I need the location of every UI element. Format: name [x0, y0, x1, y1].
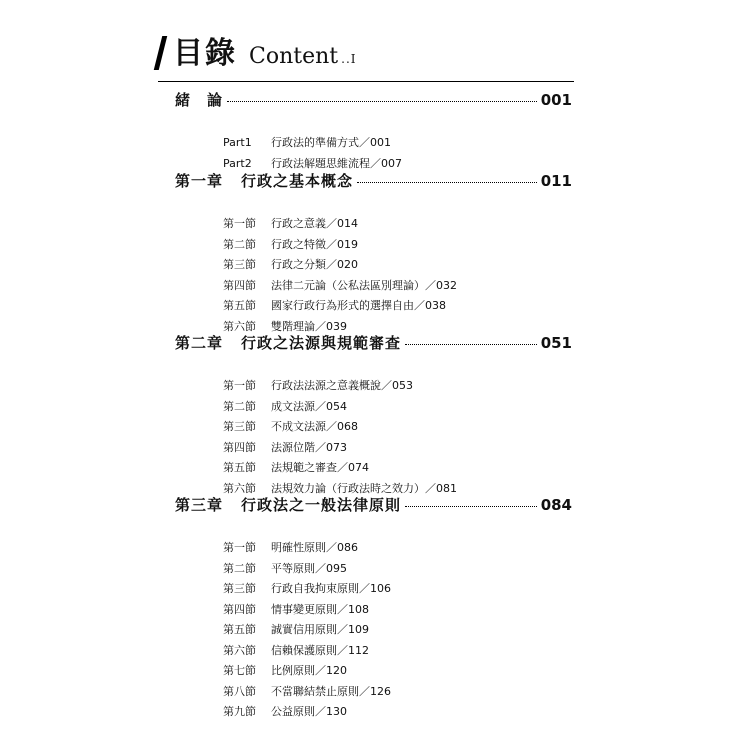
section-label: 第五節 [223, 299, 256, 312]
section-label: 第三節 [223, 258, 256, 271]
toc-entry[interactable] [209, 303, 347, 333]
section-text: 行政之分類／020 [271, 258, 358, 271]
section-text: 法源位階／073 [271, 441, 347, 454]
page-title: 目錄 [173, 36, 237, 71]
section-label: 第五節 [223, 623, 256, 636]
chapter-heading[interactable] [175, 89, 572, 111]
header-rule [158, 81, 574, 82]
toc-entry[interactable] [209, 606, 369, 636]
section-text: 雙階理論／039 [271, 320, 347, 333]
section-label: 第四節 [223, 603, 256, 616]
section-text: 情事變更原則／108 [271, 603, 369, 616]
toc-entry[interactable] [209, 221, 358, 251]
section-label: 第九節 [223, 705, 256, 718]
chapter-page: 001 [540, 91, 572, 109]
section-label: 第四節 [223, 279, 256, 292]
section-label: 第三節 [223, 582, 256, 595]
leader-dots [405, 344, 537, 345]
leader-dots [227, 101, 537, 102]
section-label: 第一節 [223, 379, 256, 392]
chapter-title: 行政法之一般法律原則 [241, 496, 402, 514]
section-text: 成文法源／054 [271, 400, 347, 413]
toc-entry[interactable] [209, 241, 358, 271]
toc-entry[interactable] [209, 282, 446, 312]
toc-entry[interactable] [209, 383, 347, 413]
toc-entry[interactable] [209, 403, 358, 433]
chapter-page: 084 [540, 496, 572, 514]
section-text: 信賴保護原則／112 [271, 644, 369, 657]
section-label: 第五節 [223, 461, 256, 474]
chapter-heading[interactable] [175, 332, 572, 354]
chapter-title: 行政之基本概念 [241, 172, 354, 190]
section-text: 平等原則／095 [271, 562, 347, 575]
page-subtitle: Content [249, 44, 339, 69]
toc-entry[interactable] [209, 444, 369, 474]
chapter-title: 行政之法源與規範審查 [241, 334, 402, 352]
chapter-label: 第三章 [175, 496, 224, 514]
toc-entry[interactable] [209, 586, 369, 616]
toc-entry[interactable] [209, 627, 369, 657]
toc-entry[interactable] [209, 565, 391, 595]
chapter-page: 051 [540, 334, 572, 352]
section-label: 第二節 [223, 562, 256, 575]
section-text: 誠實信用原則／109 [271, 623, 369, 636]
section-text: 行政法法源之意義概說／053 [271, 379, 413, 392]
section-text: 法規範之審查／074 [271, 461, 369, 474]
section-label: 第七節 [223, 664, 256, 677]
toc-entry[interactable] [209, 262, 457, 292]
toc-entry[interactable] [209, 647, 347, 677]
section-label: Part1 [223, 136, 252, 149]
section-text: 國家行政行為形式的選擇自由／038 [271, 299, 446, 312]
toc-entry[interactable] [209, 545, 347, 575]
section-text: 公益原則／130 [271, 705, 347, 718]
chapter-page: 011 [540, 172, 572, 190]
section-label: 第二節 [223, 400, 256, 413]
chapter-heading[interactable] [175, 494, 572, 516]
section-label: 第二節 [223, 238, 256, 251]
section-text: 行政法的準備方式／001 [271, 136, 391, 149]
chapter-heading[interactable] [175, 170, 572, 192]
section-text: 法律二元論（公私法區別理論）／032 [271, 279, 457, 292]
slash-decoration [154, 36, 167, 70]
toc-entry[interactable] [209, 465, 457, 495]
section-label: 第四節 [223, 441, 256, 454]
chapter-label: 緒 論 [175, 91, 224, 109]
section-label: 第六節 [223, 320, 256, 333]
section-text: 行政法解題思維流程／007 [271, 157, 402, 170]
toc-entry[interactable] [209, 524, 358, 554]
toc-entry[interactable] [209, 362, 413, 392]
subtitle-decoration: ..I [341, 52, 357, 66]
section-text: 比例原則／120 [271, 664, 347, 677]
section-label: 第六節 [223, 644, 256, 657]
toc-entry[interactable] [209, 140, 402, 170]
section-label: 第三節 [223, 420, 256, 433]
chapter-label: 第二章 [175, 334, 224, 352]
section-text: 不成文法源／068 [271, 420, 358, 433]
section-text: 法規效力論（行政法時之效力）／081 [271, 482, 457, 495]
toc-entry[interactable] [209, 424, 347, 454]
toc-entry[interactable] [209, 668, 391, 698]
section-label: 第八節 [223, 685, 256, 698]
toc-entry[interactable] [209, 119, 391, 149]
toc-entry[interactable] [209, 688, 347, 718]
section-text: 行政自我拘束原則／106 [271, 582, 391, 595]
section-text: 行政之特徵／019 [271, 238, 358, 251]
section-text: 明確性原則／086 [271, 541, 358, 554]
section-label: 第一節 [223, 541, 256, 554]
section-text: 不當聯結禁止原則／126 [271, 685, 391, 698]
section-label: 第一節 [223, 217, 256, 230]
chapter-label: 第一章 [175, 172, 224, 190]
leader-dots [405, 506, 537, 507]
toc-entry[interactable] [209, 200, 358, 230]
section-text: 行政之意義／014 [271, 217, 358, 230]
leader-dots [357, 182, 537, 183]
toc-header [158, 36, 357, 72]
section-label: Part2 [223, 157, 252, 170]
section-label: 第六節 [223, 482, 256, 495]
